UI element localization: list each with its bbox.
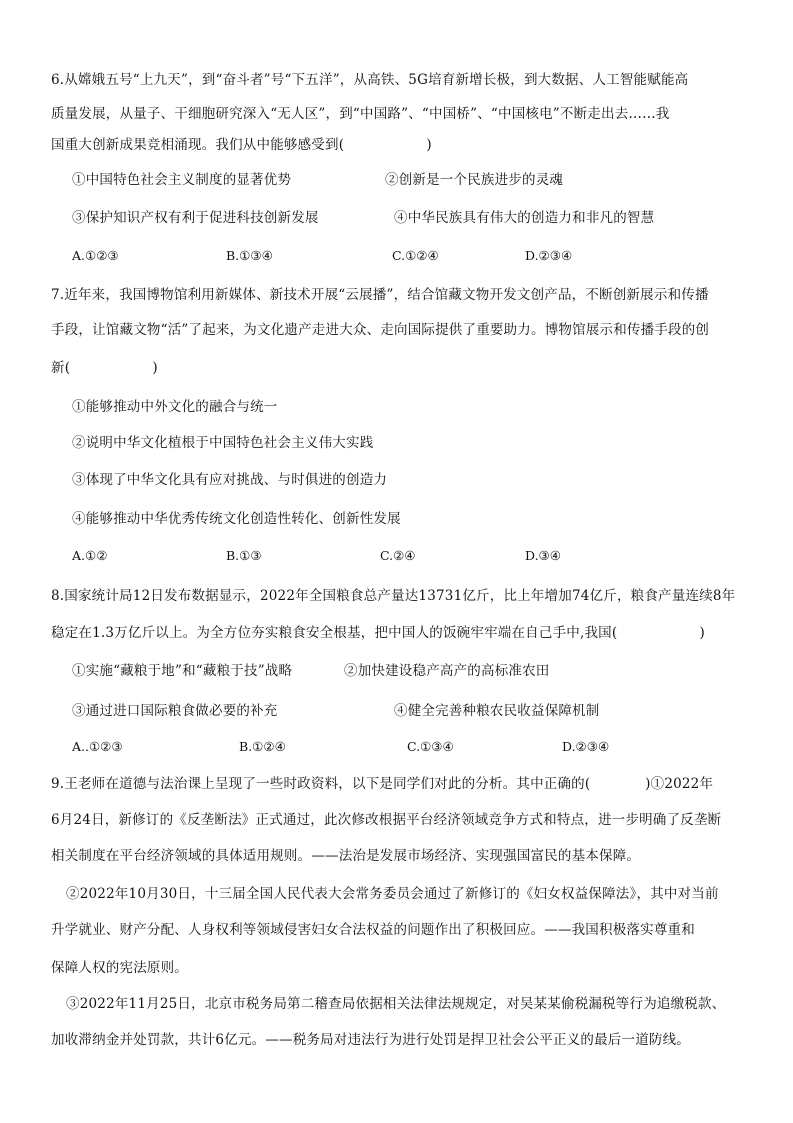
q9-stem-line-3: 相关制度在平台经济领域的具体适用规则。——法治是发展市场经济、实现强国富民的基本保障。	[51, 848, 641, 864]
q8-statement-3: ③通过进口国际粮食做必要的补充	[72, 703, 278, 719]
q8-option-b: B.①②④	[239, 739, 286, 754]
q9-stem-line-2: 6月24日，新修订的《反垄断法》正式通过，此次修改根据平台经济领域竞争方式和特点，进一步明确了反垄断	[51, 812, 722, 828]
q8-statement-2: ②加快建设稳产高产的高标准农田	[344, 663, 550, 679]
q7-option-c: C.②④	[380, 548, 416, 563]
q7-option-b: B.①③	[226, 548, 262, 563]
q8-option-a: A..①②③	[72, 739, 123, 754]
q6-option-c: C.①②④	[392, 248, 439, 263]
q8-statement-4: ④健全完善种粮农民收益保障机制	[394, 703, 600, 719]
q7-stem-line-1: 7.近年来，我国博物馆利用新媒体、新技术开展“云展播”，结合馆藏文物开发文创产品，不断创新展示和传播	[51, 287, 709, 303]
q9-stem-line-5: 升学就业、财产分配、人身权利等领域侵害妇女合法权益的问题作出了积极回应。——我国积极落实尊重和	[51, 922, 695, 938]
q7-option-d: D.③④	[525, 548, 561, 563]
q6-option-d: D.②③④	[525, 248, 573, 263]
q6-statement-4: ④中华民族具有伟大的创造力和非凡的智慧	[394, 210, 655, 226]
q8-option-d: D.②③④	[562, 739, 610, 754]
q8-statement-1: ①实施“藏粮于地”和“藏粮于技”战略	[72, 663, 293, 679]
q6-statement-1: ①中国特色社会主义制度的显著优势	[72, 172, 292, 188]
q6-statement-3: ③保护知识产权有利于促进科技创新发展	[72, 210, 319, 226]
q9-stem-line-1: 9.王老师在道德与法治课上呈现了一些时政资料，以下是同学们对此的分析。其中正确的( )①2022年	[51, 776, 714, 792]
q7-statement-3: ③体现了中华文化具有应对挑战、与时俱进的创造力	[72, 472, 388, 488]
q7-option-a: A.①②	[72, 548, 108, 563]
q9-stem-line-6: 保障人权的宪法原则。	[51, 960, 188, 976]
q8-option-c: C.①③④	[407, 739, 454, 754]
q7-stem-line-2: 手段，让馆藏文物“活”了起来，为文化遗产走进大众、走向国际提供了重要助力。博物馆展示和传播手段的创	[51, 322, 710, 338]
q6-statement-2: ②创新是一个民族进步的灵魂	[385, 172, 564, 188]
q6-stem-line-2: 质量发展，从量子、干细胞研究深入“无人区”，到“中国路”、“中国桥”、“中国核电”不断走出去……我	[51, 106, 670, 122]
q9-stem-line-8: 加收滞纳金并处罚款，共计6亿元。——税务局对违法行为进行处罚是捍卫社会公平正义的最后一道防线。	[51, 1032, 690, 1048]
q9-stem-line-7: ③2022年11月25日，北京市税务局第二稽查局依据相关法律法规规定，对吴某某偷税漏税等行为追缴税款、	[66, 996, 726, 1012]
q6-option-a: A.①②③	[72, 248, 119, 263]
q7-statement-1: ①能够推动中外文化的融合与统一	[72, 399, 278, 415]
q7-stem-line-3: 新( )	[51, 360, 158, 376]
q7-statement-2: ②说明中华文化植根于中国特色社会主义伟大实践	[72, 435, 374, 451]
q8-stem-line-1: 8.国家统计局12日发布数据显示，2022年全国粮食总产量达13731亿斤，比上年增加74亿斤，粮食产量连续8年	[51, 588, 736, 604]
q8-stem-line-2: 稳定在1.3万亿斤以上。为全方位夯实粮食安全根基，把中国人的饭碗牢牢端在自己手中,我国( )	[51, 625, 705, 641]
q9-stem-line-4: ②2022年10月30日，十三届全国人民代表大会常务委员会通过了新修订的《妇女权益保障法》，其中对当前	[66, 886, 719, 902]
q6-option-b: B.①③④	[226, 248, 273, 263]
q6-stem-line-1: 6.从嫦娥五号“上九天”，到“奋斗者”号“下五洋”，从高铁、5G培育新增长极，到大数据、人工智能赋能高	[51, 72, 689, 88]
q6-stem-line-3: 国重大创新成果竞相涌现。我们从中能够感受到( )	[51, 137, 432, 153]
q7-statement-4: ④能够推动中华优秀传统文化创造性转化、创新性发展	[72, 511, 401, 527]
